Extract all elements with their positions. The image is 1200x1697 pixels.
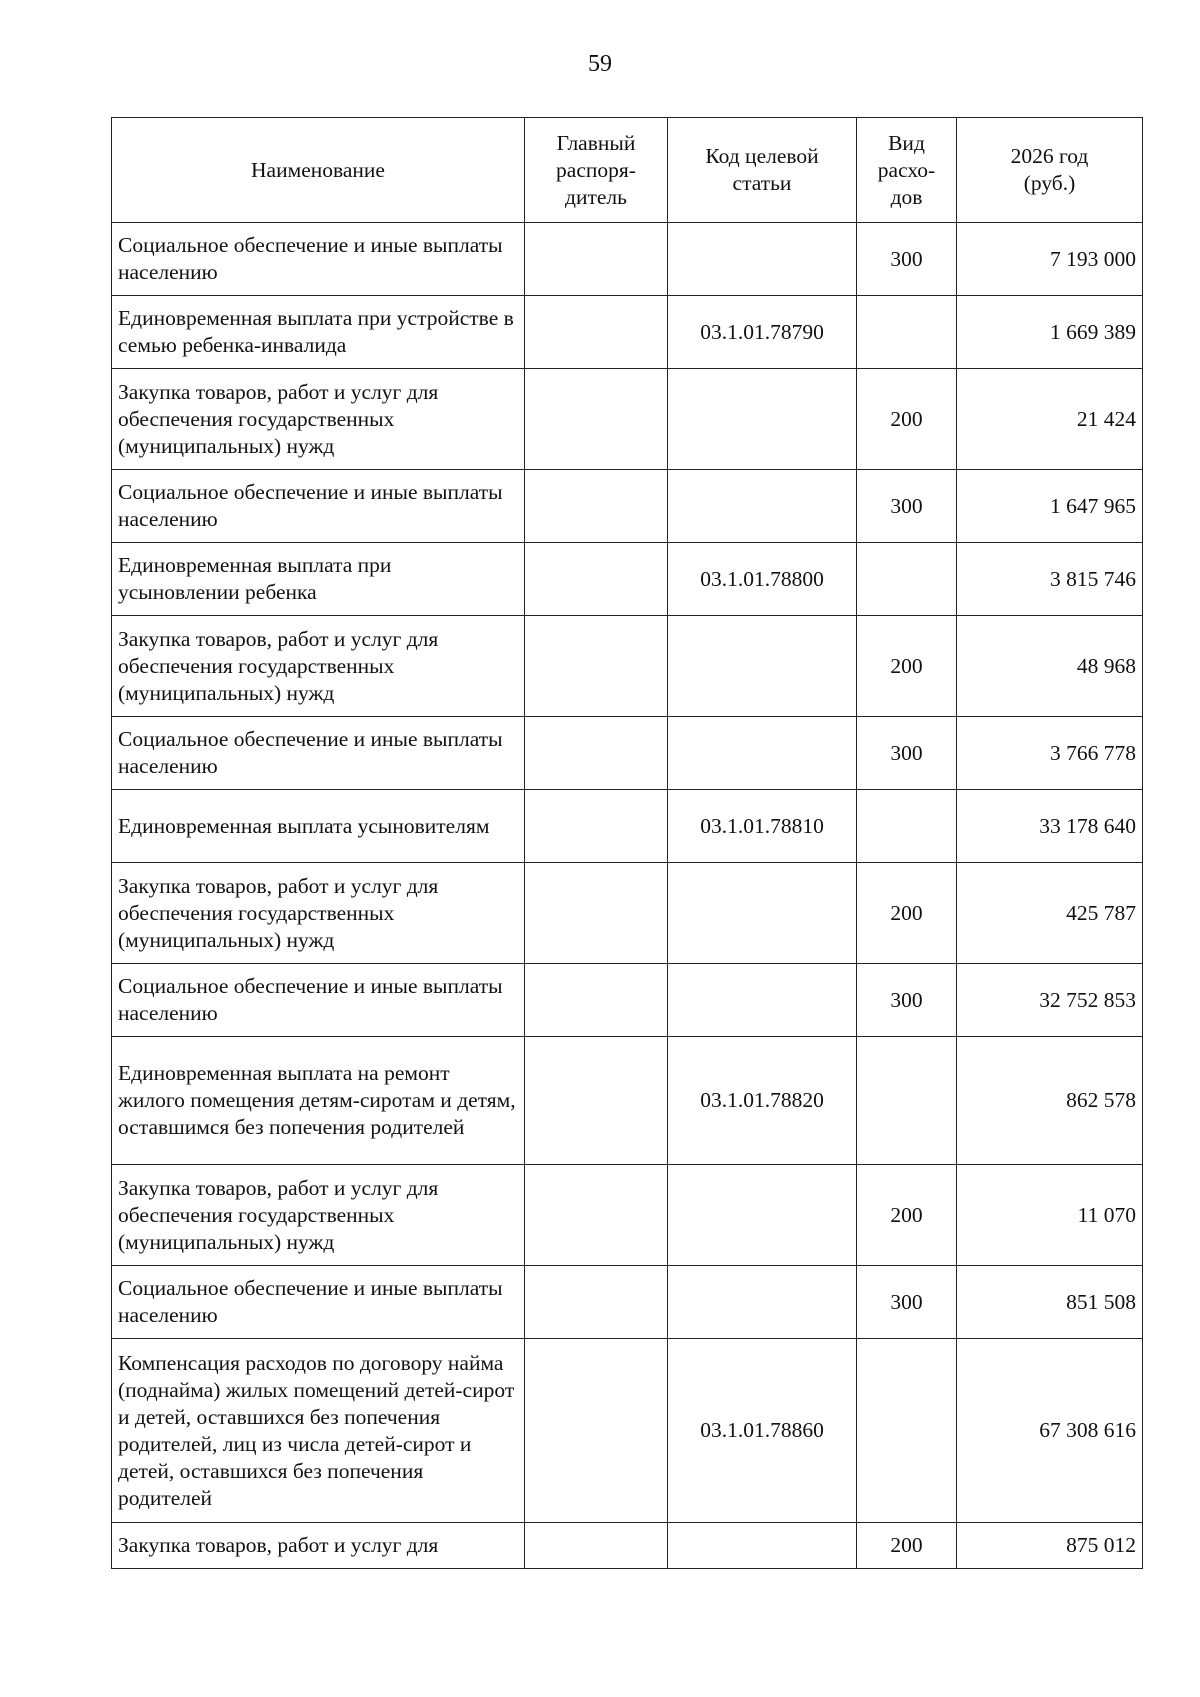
row-amount-cell: 67 308 616: [957, 1339, 1143, 1523]
row-name-cell: Единовременная выплата на ремонт жилого помещения детям-сиротам и детям, оставшимся без попечения родителей: [112, 1037, 525, 1165]
header-code: Код целевой статьи: [668, 118, 857, 223]
table-row: [112, 717, 1143, 790]
row-kind-cell: [857, 790, 957, 863]
header-row: [112, 118, 1143, 223]
row-kind-cell: 300: [857, 964, 957, 1037]
table-row: [112, 543, 1143, 616]
row-name-cell: Закупка товаров, работ и услуг для обеспечения государственных (муниципальных) нужд: [112, 369, 525, 470]
row-kind-cell: 200: [857, 616, 957, 717]
budget-table: [111, 117, 1143, 1569]
table-row: [112, 1037, 1143, 1165]
row-amount-cell: 32 752 853: [957, 964, 1143, 1037]
row-kind-cell: [857, 1037, 957, 1165]
table-row: [112, 790, 1143, 863]
header-kind: Вид расхо- дов: [857, 118, 957, 223]
row-admin-cell: [525, 1339, 668, 1523]
header-name: Наименование: [112, 118, 525, 223]
row-kind-cell: 200: [857, 863, 957, 964]
row-amount-cell: 11 070: [957, 1165, 1143, 1266]
row-amount-cell: 875 012: [957, 1523, 1143, 1569]
row-name-cell: Единовременная выплата при усыновлении ребенка: [112, 543, 525, 616]
row-code-cell: 03.1.01.78860: [668, 1339, 857, 1523]
table-row: [112, 470, 1143, 543]
table-row: [112, 616, 1143, 717]
row-code-cell: 03.1.01.78810: [668, 790, 857, 863]
row-kind-cell: 200: [857, 1165, 957, 1266]
row-amount-cell: 1 647 965: [957, 470, 1143, 543]
row-amount-cell: 3 766 778: [957, 717, 1143, 790]
table-row: [112, 296, 1143, 369]
row-amount-cell: 48 968: [957, 616, 1143, 717]
row-name-cell: Социальное обеспечение и иные выплаты населению: [112, 470, 525, 543]
row-name-cell: Закупка товаров, работ и услуг для обеспечения государственных (муниципальных) нужд: [112, 616, 525, 717]
table-body: [112, 223, 1143, 1569]
row-code-cell: [668, 1523, 857, 1569]
row-amount-cell: 851 508: [957, 1266, 1143, 1339]
row-kind-cell: 300: [857, 470, 957, 543]
row-admin-cell: [525, 863, 668, 964]
row-code-cell: [668, 717, 857, 790]
table-row: [112, 964, 1143, 1037]
row-code-cell: 03.1.01.78790: [668, 296, 857, 369]
row-kind-cell: 300: [857, 717, 957, 790]
row-amount-cell: 1 669 389: [957, 296, 1143, 369]
row-admin-cell: [525, 717, 668, 790]
row-name-cell: Закупка товаров, работ и услуг для обеспечения государственных (муниципальных) нужд: [112, 863, 525, 964]
page-number: 59: [588, 51, 612, 77]
row-amount-cell: 33 178 640: [957, 790, 1143, 863]
row-admin-cell: [525, 296, 668, 369]
row-code-cell: [668, 616, 857, 717]
table-row: [112, 1266, 1143, 1339]
row-kind-cell: 200: [857, 1523, 957, 1569]
row-code-cell: 03.1.01.78800: [668, 543, 857, 616]
row-admin-cell: [525, 1037, 668, 1165]
row-kind-cell: 300: [857, 223, 957, 296]
row-code-cell: [668, 1165, 857, 1266]
row-code-cell: 03.1.01.78820: [668, 1037, 857, 1165]
table-row: [112, 1523, 1143, 1569]
row-name-cell: Единовременная выплата усыновителям: [112, 790, 525, 863]
row-code-cell: [668, 369, 857, 470]
row-amount-cell: 862 578: [957, 1037, 1143, 1165]
table-row: [112, 369, 1143, 470]
row-name-cell: Единовременная выплата при устройстве в семью ребенка-инвалида: [112, 296, 525, 369]
row-admin-cell: [525, 1165, 668, 1266]
row-kind-cell: [857, 543, 957, 616]
table-row: [112, 863, 1143, 964]
row-amount-cell: 3 815 746: [957, 543, 1143, 616]
row-admin-cell: [525, 790, 668, 863]
row-code-cell: [668, 470, 857, 543]
row-admin-cell: [525, 964, 668, 1037]
header-admin: Главный распоря- дитель: [525, 118, 668, 223]
row-name-cell: Социальное обеспечение и иные выплаты населению: [112, 717, 525, 790]
row-amount-cell: 7 193 000: [957, 223, 1143, 296]
row-name-cell: Социальное обеспечение и иные выплаты населению: [112, 223, 525, 296]
header-amount: 2026 год (руб.): [957, 118, 1143, 223]
row-admin-cell: [525, 1523, 668, 1569]
row-kind-cell: [857, 1339, 957, 1523]
table-row: [112, 1339, 1143, 1523]
row-admin-cell: [525, 223, 668, 296]
row-code-cell: [668, 223, 857, 296]
row-admin-cell: [525, 369, 668, 470]
row-code-cell: [668, 964, 857, 1037]
row-amount-cell: 21 424: [957, 369, 1143, 470]
table-row: [112, 1165, 1143, 1266]
row-name-cell: Социальное обеспечение и иные выплаты населению: [112, 1266, 525, 1339]
row-name-cell: Закупка товаров, работ и услуг для: [112, 1523, 525, 1569]
row-admin-cell: [525, 616, 668, 717]
row-kind-cell: [857, 296, 957, 369]
row-admin-cell: [525, 470, 668, 543]
row-name-cell: Социальное обеспечение и иные выплаты населению: [112, 964, 525, 1037]
row-kind-cell: 200: [857, 369, 957, 470]
row-code-cell: [668, 1266, 857, 1339]
row-amount-cell: 425 787: [957, 863, 1143, 964]
row-code-cell: [668, 863, 857, 964]
row-admin-cell: [525, 1266, 668, 1339]
row-name-cell: Компенсация расходов по договору найма (поднайма) жилых помещений детей-сирот и детей, оставшихся без попечения родителей, лиц из числа детей-сирот и детей, оставшихся без попечения родителей: [112, 1339, 525, 1523]
row-admin-cell: [525, 543, 668, 616]
row-kind-cell: 300: [857, 1266, 957, 1339]
row-name-cell: Закупка товаров, работ и услуг для обеспечения государственных (муниципальных) нужд: [112, 1165, 525, 1266]
table-row: [112, 223, 1143, 296]
